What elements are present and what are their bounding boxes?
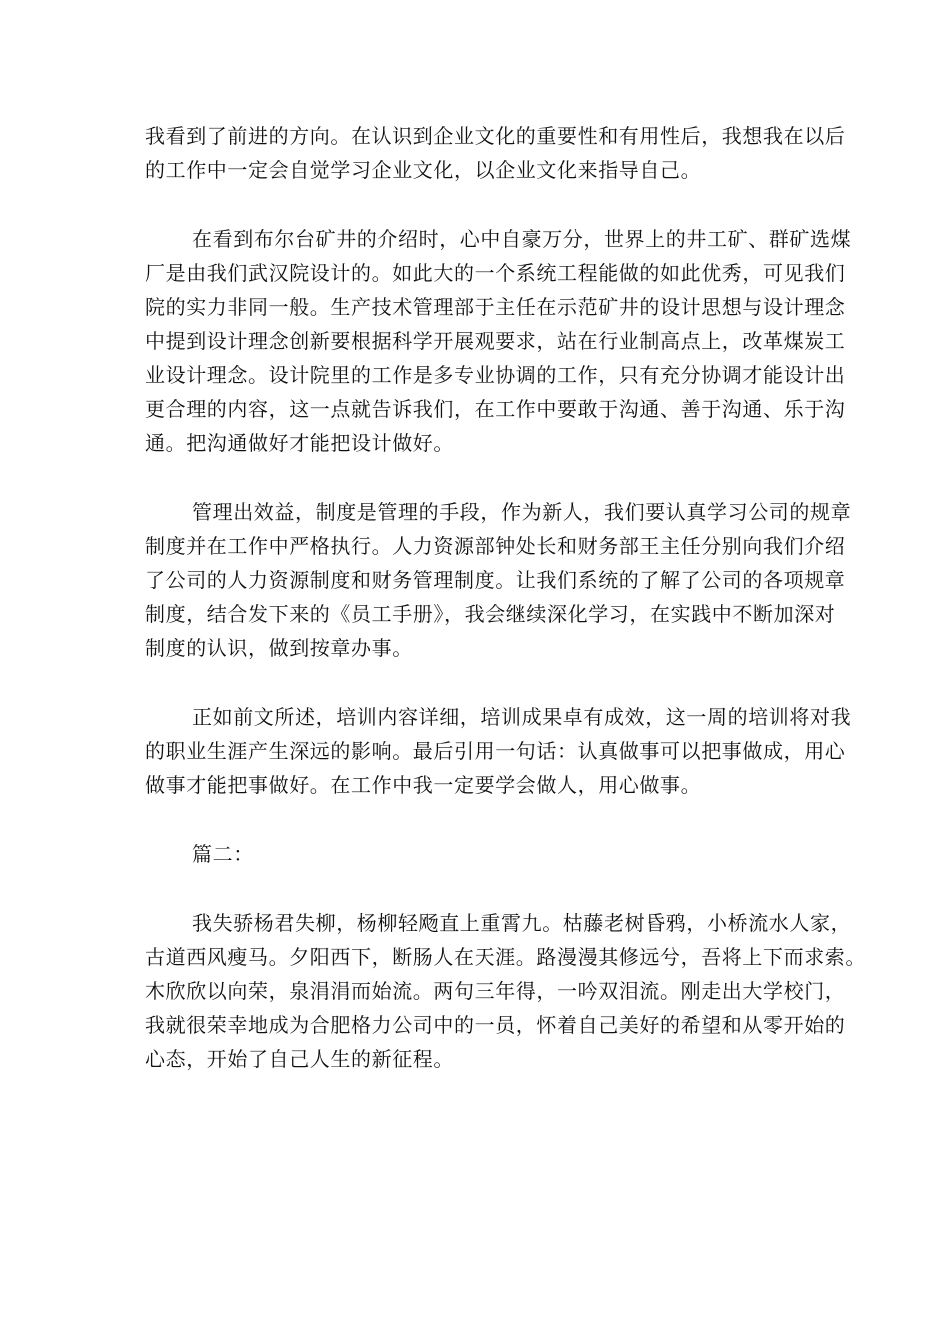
text-line: 正如前文所述，培训内容详细，培训成果卓有成效，这一周的培训将对我 [192, 705, 852, 729]
section-heading [145, 837, 807, 871]
paragraph-3 [145, 495, 852, 665]
text-line: 心态，开始了自己人生的新征程。 [145, 1047, 454, 1071]
text-line: 业设计理念。设计院里的工作是多专业协调的工作，只有充分协调才能设计出 [145, 363, 846, 387]
paragraph-5 [145, 906, 866, 1076]
text-line: 更合理的内容，这一点就告诉我们，在工作中要敢于沟通、善于沟通、乐于沟 [145, 397, 846, 421]
text-line: 院的实力非同一般。生产技术管理部于主任在示范矿井的设计思想与设计理念 [145, 295, 846, 319]
text-line: 通。把沟通做好才能把设计做好。 [145, 431, 454, 455]
text-line: 厂是由我们武汉院设计的。如此大的一个系统工程能做的如此优秀，可见我们 [145, 261, 846, 285]
text-line: 我失骄杨君失柳，杨柳轻飏直上重霄九。枯藤老树昏鸦，小桥流水人家， [192, 911, 852, 935]
paragraph-2 [145, 222, 852, 460]
text-line: 制度并在工作中严格执行。人力资源部钟处长和财务部王主任分别向我们介绍 [145, 534, 846, 558]
text-line: 古道西风瘦马。夕阳西下，断肠人在天涯。路漫漫其修远兮，吾将上下而求索。 [145, 945, 866, 969]
text-line: 做事才能把事做好。在工作中我一定要学会做人，用心做事。 [145, 773, 702, 797]
text-line: 制度，结合发下来的《员工手册》，我会继续深化学习，在实践中不断加深对 [145, 602, 836, 626]
paragraph-4 [145, 700, 852, 802]
text-line: 制度的认识，做到按章办事。 [145, 636, 413, 660]
text-line: 我就很荣幸地成为合肥格力公司中的一员，怀着自己美好的希望和从零开始的 [145, 1013, 846, 1037]
text-line: 中提到设计理念创新要根据科学开展观要求，站在行业制高点上，改革煤炭工 [145, 329, 846, 353]
document-page [145, 119, 866, 1111]
text-line: 的工作中一定会自觉学习企业文化，以企业文化来指导自己。 [145, 158, 702, 182]
paragraph-1 [145, 119, 846, 187]
text-line: 了公司的人力资源制度和财务管理制度。让我们系统的了解了公司的各项规章 [145, 568, 846, 592]
text-line: 篇二： [192, 842, 254, 866]
text-line: 我看到了前进的方向。在认识到企业文化的重要性和有用性后，我想我在以后 [145, 124, 846, 148]
text-line: 的职业生涯产生深远的影响。最后引用一句话：认真做事可以把事做成，用心 [145, 739, 846, 763]
text-line: 管理出效益，制度是管理的手段，作为新人，我们要认真学习公司的规章 [192, 500, 852, 524]
text-line: 在看到布尔台矿井的介绍时，心中自豪万分，世界上的井工矿、群矿选煤 [192, 227, 852, 251]
text-line: 木欣欣以向荣，泉涓涓而始流。两句三年得，一吟双泪流。刚走出大学校门， [145, 979, 846, 1003]
